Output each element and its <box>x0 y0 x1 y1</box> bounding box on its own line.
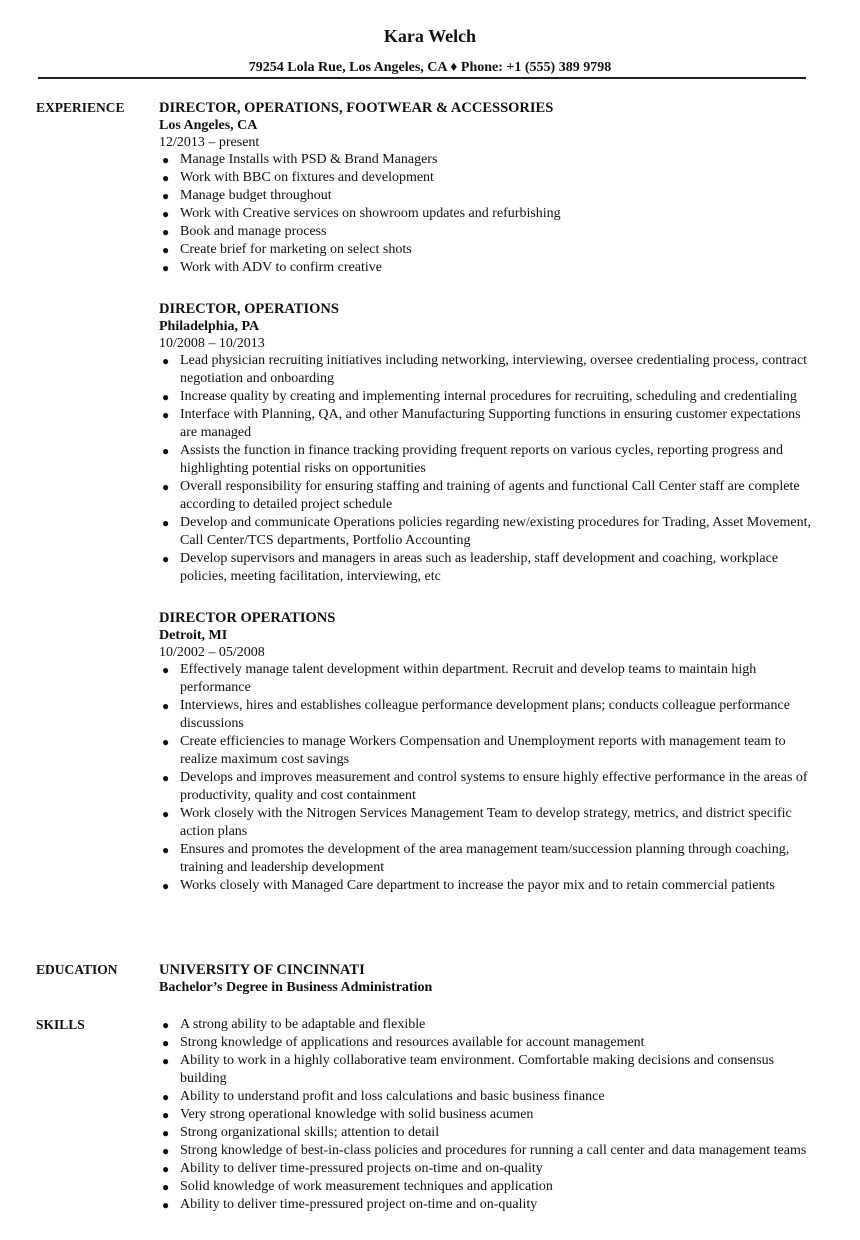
bullet-icon: ● <box>162 444 170 458</box>
list-item: ● Develops and improves measurement and control systems to ensure highly effective performance in the areas of productivity, quality and cost containment <box>162 770 808 803</box>
list-item: ● Work with BBC on fixtures and development <box>162 170 434 185</box>
education-heading: EDUCATION <box>36 962 118 977</box>
list-item: ● Strong knowledge of applications and resources available for account management <box>162 1035 645 1050</box>
bullet-icon: ● <box>162 207 170 221</box>
bullet-icon: ● <box>162 153 170 167</box>
job-bullet-list <box>159 661 819 895</box>
bullet-icon: ● <box>162 1108 170 1122</box>
list-item: ● Work closely with the Nitrogen Services Management Team to develop strategy, metrics, and district specific action plans <box>162 806 792 839</box>
list-item: ● Work with Creative services on showroom updates and refurbishing <box>162 206 561 221</box>
bullet-icon: ● <box>162 879 170 893</box>
job-entry <box>159 609 819 895</box>
bullet-icon: ● <box>162 552 170 566</box>
list-item: ● Ability to deliver time-pressured project on-time and on-quality <box>162 1197 538 1212</box>
list-item: ● Interviews, hires and establishes colleague performance development plans; conducts colleague performance discussions <box>162 698 790 731</box>
bullet-icon: ● <box>162 1180 170 1194</box>
list-item: ● Strong organizational skills; attention to detail <box>162 1125 440 1140</box>
bullet-icon: ● <box>162 1054 170 1068</box>
skills-list <box>159 1016 819 1214</box>
list-item: ● Overall responsibility for ensuring staffing and training of agents and functional Call Center staff are complete according to detailed project schedule <box>162 479 800 512</box>
job-location: Detroit, MI <box>159 628 228 643</box>
bullet-icon: ● <box>162 1036 170 1050</box>
bullet-icon: ● <box>162 480 170 494</box>
list-item: ● Work with ADV to confirm creative <box>162 260 382 275</box>
education-degree: Bachelor’s Degree in Business Administration <box>159 980 433 995</box>
bullet-icon: ● <box>162 354 170 368</box>
list-item: ● Ability to deliver time-pressured projects on-time and on-quality <box>162 1161 543 1176</box>
job-entry <box>159 300 819 586</box>
list-item: ● Ability to understand profit and loss calculations and basic business finance <box>162 1089 605 1104</box>
job-dates: 10/2008 – 10/2013 <box>159 336 265 351</box>
job-bullet-list <box>159 352 819 586</box>
bullet-icon: ● <box>162 225 170 239</box>
bullet-icon: ● <box>162 1126 170 1140</box>
list-item: ● Assists the function in finance tracking providing frequent reports on various cycles, reporting progress and highlighting potential risks on opportunities <box>162 443 784 476</box>
education-school: UNIVERSITY OF CINCINNATI <box>159 962 365 978</box>
list-item: ● Interface with Planning, QA, and other Manufacturing Supporting functions in ensuring customer expectations are managed <box>162 407 801 440</box>
job-title: DIRECTOR OPERATIONS <box>159 610 336 626</box>
job-dates: 10/2002 – 05/2008 <box>159 645 265 660</box>
header-divider <box>38 77 806 79</box>
experience-body <box>159 99 819 918</box>
bullet-icon: ● <box>162 1090 170 1104</box>
bullet-icon: ● <box>162 189 170 203</box>
education-body <box>159 961 819 997</box>
bullet-icon: ● <box>162 1144 170 1158</box>
list-item: ● Book and manage process <box>162 224 327 239</box>
contact-line: 79254 Lola Rue, Los Angeles, CA ♦ Phone: +1 (555) 389 9798 <box>248 60 612 75</box>
bullet-icon: ● <box>162 516 170 530</box>
job-location: Los Angeles, CA <box>159 118 258 133</box>
bullet-icon: ● <box>162 807 170 821</box>
list-item: ● Create brief for marketing on select shots <box>162 242 412 257</box>
bullet-icon: ● <box>162 699 170 713</box>
bullet-icon: ● <box>162 243 170 257</box>
bullet-icon: ● <box>162 1162 170 1176</box>
list-item: ● Very strong operational knowledge with solid business acumen <box>162 1107 534 1122</box>
skills-heading: SKILLS <box>36 1017 85 1032</box>
candidate-name: Kara Welch <box>383 26 477 46</box>
list-item: ● Create efficiencies to manage Workers Compensation and Unemployment reports with management team to realize maximum cost savings <box>162 734 786 767</box>
job-bullet-list <box>159 151 819 277</box>
bullet-icon: ● <box>162 843 170 857</box>
skills-body <box>159 1016 819 1214</box>
bullet-icon: ● <box>162 735 170 749</box>
list-item: ● Effectively manage talent development within department. Recruit and develop teams to maintain high performance <box>162 662 757 695</box>
bullet-icon: ● <box>162 261 170 275</box>
bullet-icon: ● <box>162 408 170 422</box>
bullet-icon: ● <box>162 390 170 404</box>
list-item: ● Manage budget throughout <box>162 188 332 203</box>
job-dates: 12/2013 – present <box>159 135 260 150</box>
list-item: ● A strong ability to be adaptable and flexible <box>162 1017 426 1032</box>
job-entry <box>159 99 819 277</box>
list-item: ● Ensures and promotes the development of the area management team/succession planning through coaching, training and leadership development <box>162 842 790 875</box>
job-title: DIRECTOR, OPERATIONS <box>159 301 339 317</box>
list-item: ● Solid knowledge of work measurement techniques and application <box>162 1179 553 1194</box>
list-item: ● Manage Installs with PSD & Brand Managers <box>162 152 438 167</box>
experience-heading: EXPERIENCE <box>36 100 125 115</box>
list-item: ● Increase quality by creating and implementing internal procedures for recruiting, scheduling and credentialing <box>162 389 797 404</box>
bullet-icon: ● <box>162 1018 170 1032</box>
bullet-icon: ● <box>162 171 170 185</box>
list-item: ● Develop and communicate Operations policies regarding new/existing procedures for Trading, Asset Movement, Call Center/TCS departments, Portfolio Accounting <box>162 515 812 548</box>
list-item: ● Strong knowledge of best-in-class policies and procedures for running a call center and data management teams <box>162 1143 807 1158</box>
list-item: ● Ability to work in a highly collaborative team environment. Comfortable making decisions and consensus building <box>162 1053 775 1086</box>
list-item: ● Develop supervisors and managers in areas such as leadership, staff development and coaching, workplace policies, meeting facilitation, interviewing, etc <box>162 551 779 584</box>
job-title: DIRECTOR, OPERATIONS, FOOTWEAR & ACCESSORIES <box>159 100 554 116</box>
bullet-icon: ● <box>162 663 170 677</box>
list-item: ● Works closely with Managed Care department to increase the payor mix and to retain commercial patients <box>162 878 775 893</box>
list-item: ● Lead physician recruiting initiatives including networking, interviewing, oversee credentialing process, contract negotiation and onboarding <box>162 353 808 386</box>
bullet-icon: ● <box>162 771 170 785</box>
bullet-icon: ● <box>162 1198 170 1212</box>
job-location: Philadelphia, PA <box>159 319 260 334</box>
